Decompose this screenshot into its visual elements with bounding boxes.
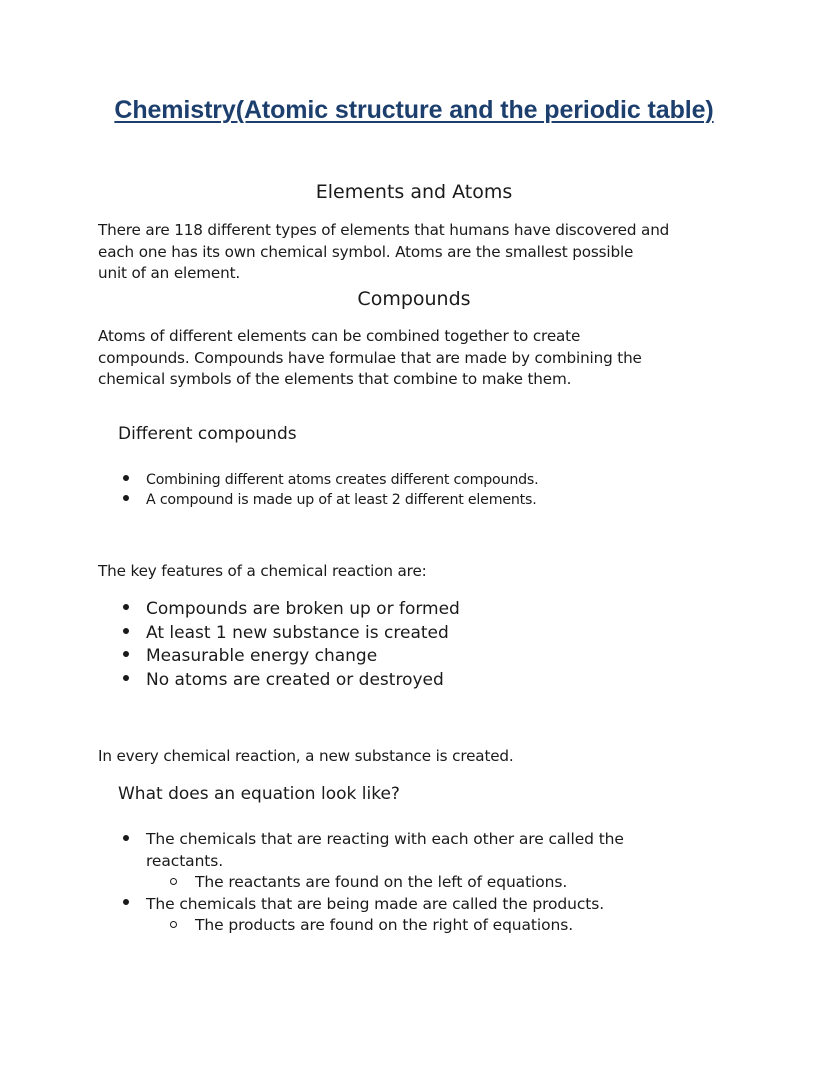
- list-item: [98, 645, 460, 669]
- key-features-list: [98, 598, 460, 692]
- bullet-dot-icon: [123, 645, 129, 669]
- bullet-dot-icon: [123, 829, 129, 851]
- equation-list: [98, 829, 698, 937]
- new-substance-statement: In every chemical reaction, a new substance is created.: [98, 747, 514, 765]
- bullet-dot-icon: [123, 669, 129, 693]
- list-item-text: At least 1 new substance is created: [146, 622, 449, 643]
- document-title: Chemistry(Atomic structure and the periodic table): [114, 96, 714, 124]
- bullet-dot-icon: [123, 622, 129, 646]
- heading-elements-and-atoms: Elements and Atoms: [315, 181, 513, 203]
- list-item-text: The products are found on the right of equations.: [195, 916, 574, 934]
- list-subitem: [98, 872, 698, 894]
- heading-equation: What does an equation look like?: [118, 784, 400, 804]
- paragraph-compounds: [98, 326, 738, 391]
- list-item: [98, 598, 460, 622]
- bullet-dot-icon: [123, 490, 129, 510]
- list-item-text: Combining different atoms creates different compounds.: [146, 472, 539, 488]
- list-item-text: The reactants are found on the left of equations.: [195, 873, 568, 891]
- list-item: [98, 829, 698, 872]
- list-item: [98, 490, 538, 510]
- list-subitem: [98, 915, 698, 937]
- paragraph-elements-and-atoms: [98, 220, 738, 285]
- bullet-dot-icon: [123, 598, 129, 622]
- paragraph-line: compounds. Compounds have formulae that are made by combining the: [98, 348, 642, 367]
- list-item-text: Compounds are broken up or formed: [146, 599, 460, 619]
- list-item-text: A compound is made up of at least 2 different elements.: [146, 492, 537, 508]
- list-item: [98, 894, 698, 916]
- bullet-dot-icon: [123, 470, 129, 490]
- bullet-ring-icon: [170, 872, 177, 894]
- list-item-text: Measurable energy change: [146, 646, 378, 666]
- heading-different-compounds: Different compounds: [118, 424, 297, 444]
- paragraph-line: each one has its own chemical symbol. Atoms are the smallest possible: [98, 242, 634, 261]
- list-item-text: The chemicals that are being made are called the products.: [146, 894, 605, 913]
- bullet-dot-icon: [123, 894, 129, 916]
- paragraph-line: unit of an element.: [98, 264, 241, 282]
- heading-compounds: Compounds: [357, 288, 471, 310]
- paragraph-line: Atoms of different elements can be combined together to create: [98, 327, 581, 345]
- list-item-text: No atoms are created or destroyed: [146, 669, 444, 690]
- paragraph-line: chemical symbols of the elements that combine to make them.: [98, 370, 572, 388]
- paragraph-line: There are 118 different types of elements that humans have discovered and: [98, 221, 670, 239]
- key-features-intro: The key features of a chemical reaction are:: [98, 562, 427, 580]
- different-compounds-list: [98, 470, 538, 510]
- list-item: [98, 470, 538, 490]
- list-item-text: The chemicals that are reacting with each other are called the: [146, 830, 624, 848]
- bullet-ring-icon: [170, 915, 177, 937]
- list-item-text-continued: reactants.: [146, 851, 224, 870]
- list-item: [98, 669, 460, 693]
- list-item: [98, 622, 460, 646]
